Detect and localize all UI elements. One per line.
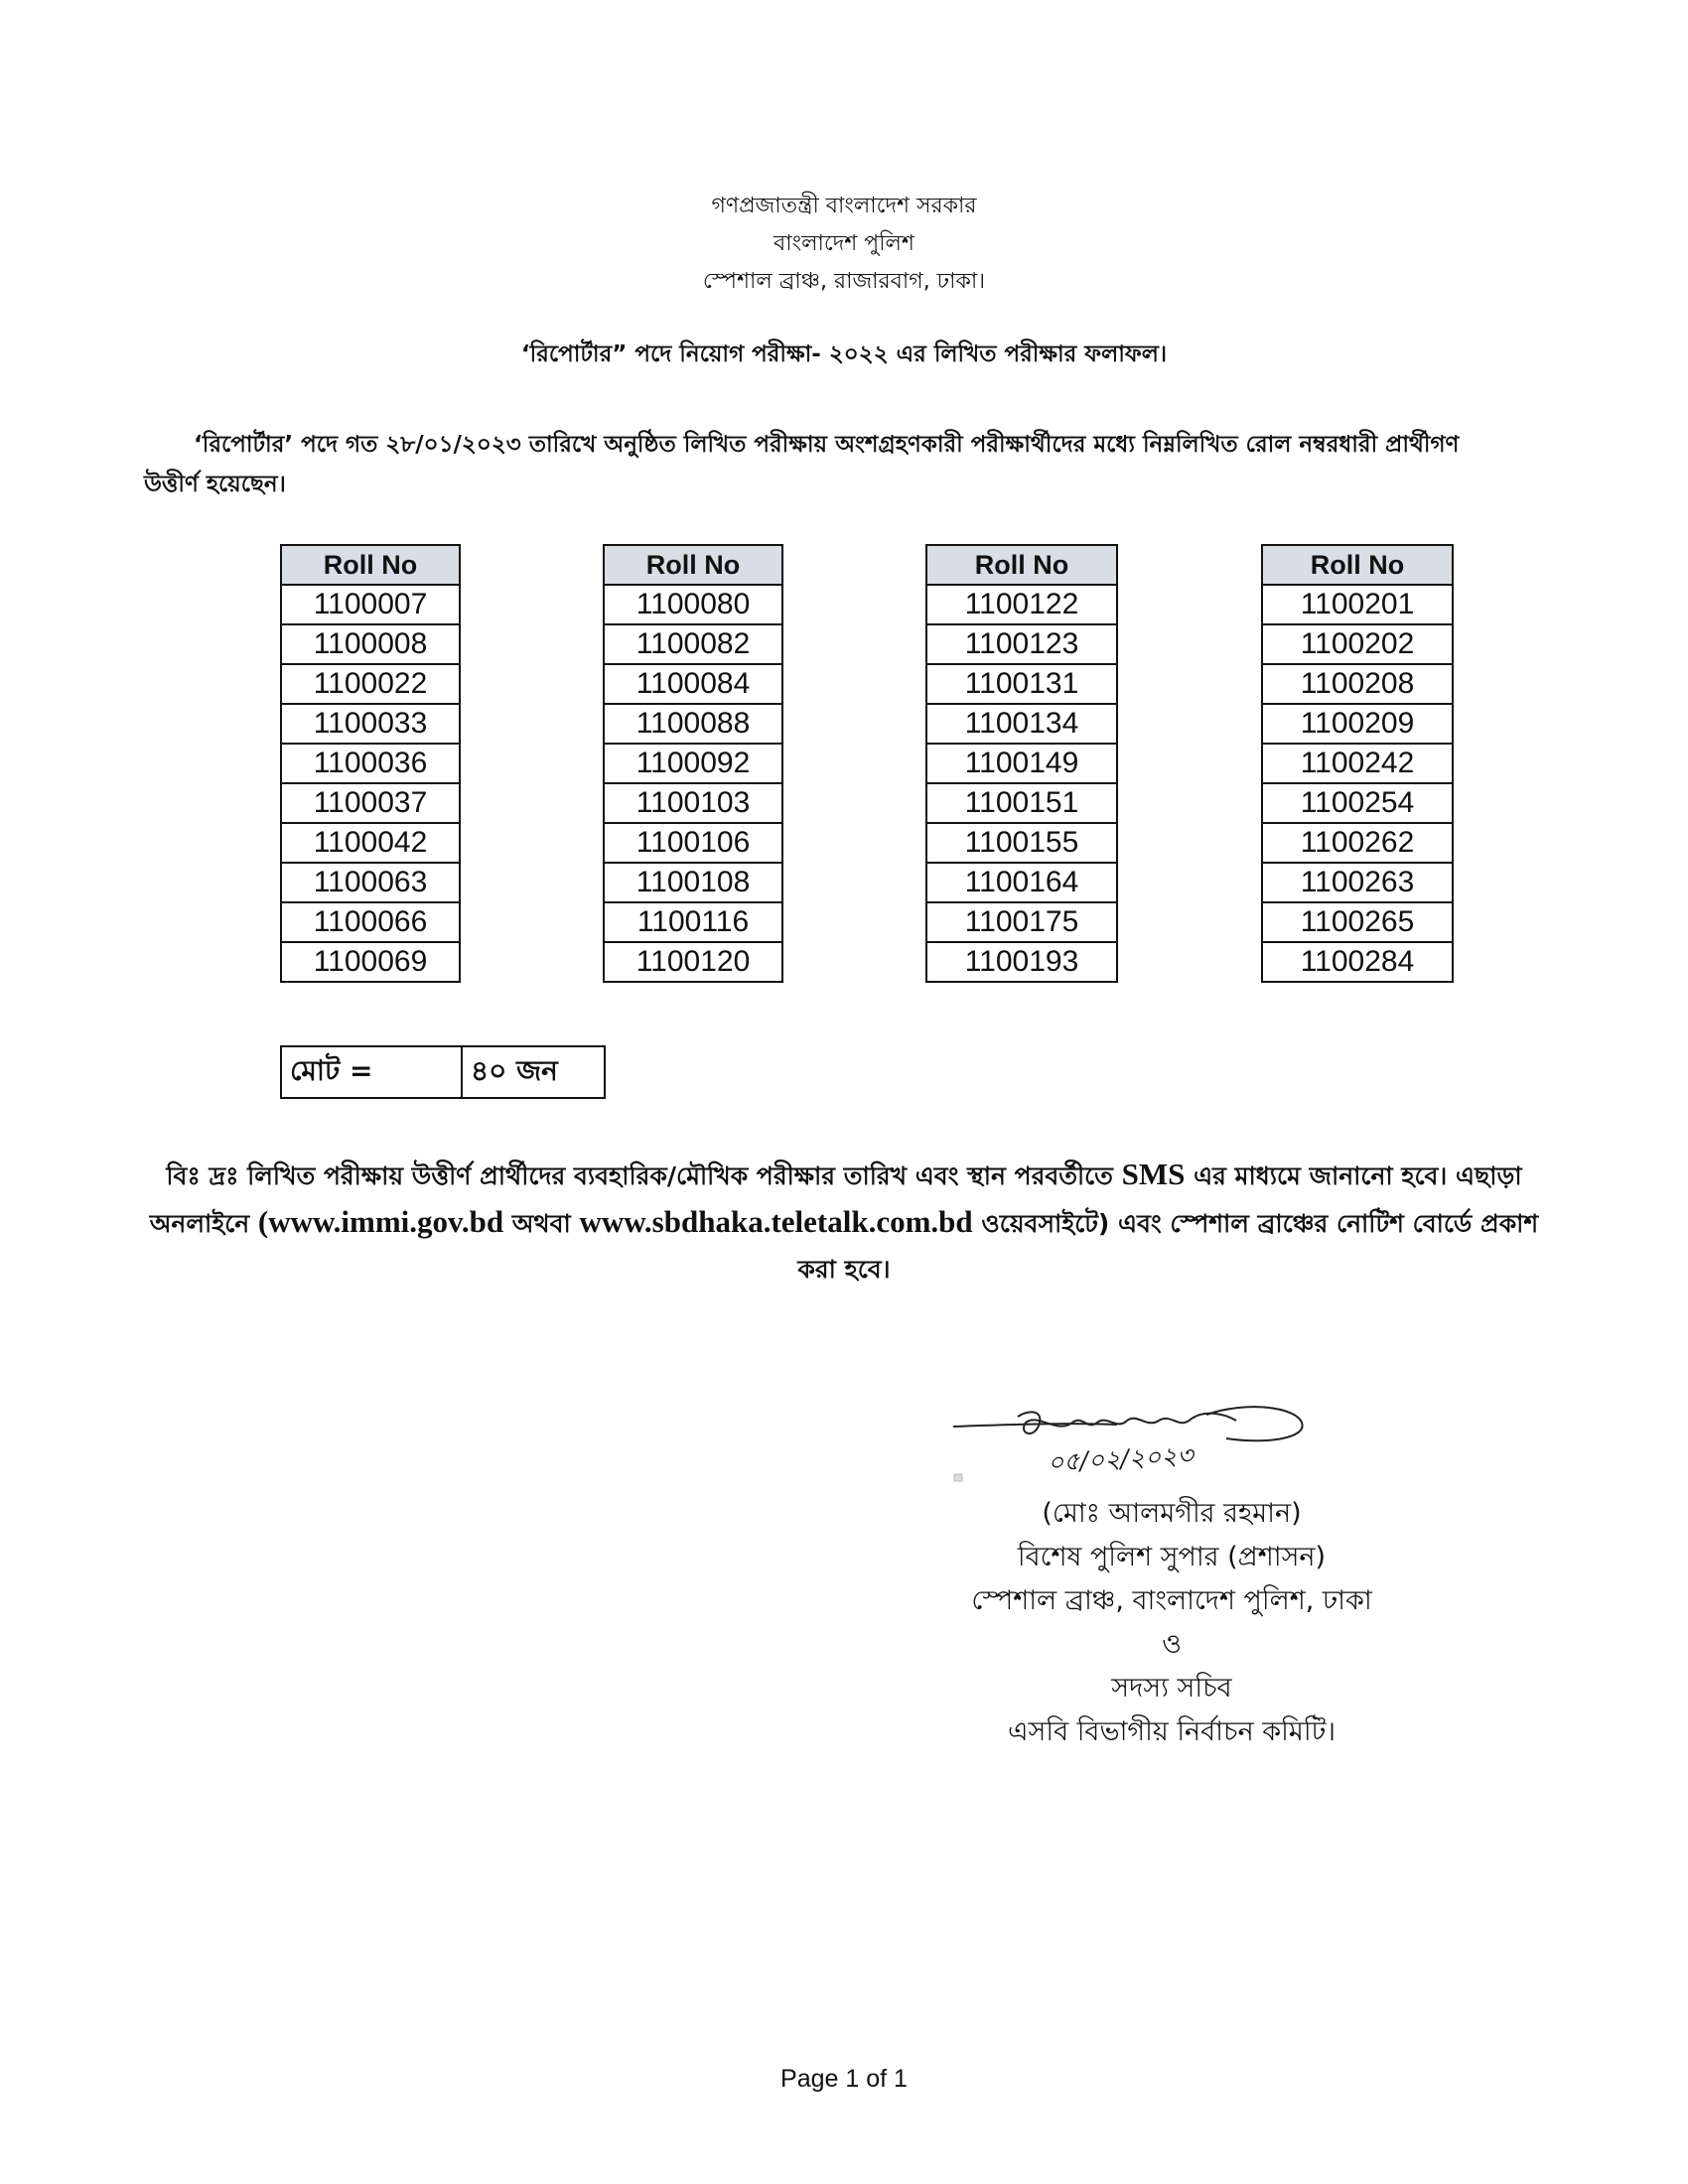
roll-number: 1100033 — [281, 704, 460, 744]
table-row — [281, 942, 460, 982]
roll-number: 1100262 — [1262, 823, 1453, 863]
roll-number: 1100193 — [926, 942, 1117, 982]
roll-number: 1100088 — [604, 704, 782, 744]
table-row — [1262, 863, 1453, 902]
table-row — [281, 585, 460, 624]
table-row — [926, 783, 1117, 823]
note-link-immi: (www.immi.gov.bd — [257, 1204, 504, 1239]
roll-number: 1100106 — [604, 823, 782, 863]
note-sms: SMS — [1121, 1157, 1186, 1191]
signature-date: ০৫/০২/২০২৩ — [1047, 1440, 1195, 1477]
roll-number: 1100155 — [926, 823, 1117, 863]
table-row — [604, 744, 782, 783]
table-row — [281, 704, 460, 744]
table-row — [604, 863, 782, 902]
table-row — [1262, 624, 1453, 664]
roll-number: 1100254 — [1262, 783, 1453, 823]
roll-number: 1100037 — [281, 783, 460, 823]
roll-number: 1100202 — [1262, 624, 1453, 664]
roll-table-3 — [925, 544, 1118, 983]
table-row — [281, 783, 460, 823]
table-row — [1262, 902, 1453, 942]
table-row — [604, 585, 782, 624]
roll-number: 1100263 — [1262, 863, 1453, 902]
table-row — [281, 744, 460, 783]
roll-number: 1100042 — [281, 823, 460, 863]
signatory-committee: এসবি বিভাগীয় নির্বাচন কমিটি। — [1008, 1716, 1336, 1747]
table-row — [926, 902, 1117, 942]
roll-number: 1100008 — [281, 624, 460, 664]
table-row — [926, 704, 1117, 744]
note-text: অথবা — [503, 1209, 580, 1238]
roll-number: 1100131 — [926, 664, 1117, 704]
table-row — [1262, 704, 1453, 744]
table-row — [604, 664, 782, 704]
table-row — [1262, 783, 1453, 823]
roll-number: 1100082 — [604, 624, 782, 664]
roll-number: 1100265 — [1262, 902, 1453, 942]
signatory-name: (মোঃ আলমগীর রহমান) — [1042, 1498, 1302, 1529]
roll-table-1 — [280, 544, 461, 983]
roll-number: 1100092 — [604, 744, 782, 783]
roll-number: 1100123 — [926, 624, 1117, 664]
table-row — [604, 823, 782, 863]
table-row — [281, 664, 460, 704]
table-row — [1262, 664, 1453, 704]
table-row — [281, 863, 460, 902]
table-row — [1262, 823, 1453, 863]
table-row — [926, 585, 1117, 624]
roll-number: 1100036 — [281, 744, 460, 783]
roll-number: 1100066 — [281, 902, 460, 942]
roll-number: 1100164 — [926, 863, 1117, 902]
roll-number: 1100116 — [604, 902, 782, 942]
roll-number: 1100209 — [1262, 704, 1453, 744]
note-paragraph — [149, 1152, 1539, 1293]
table-row — [604, 902, 782, 942]
roll-number: 1100134 — [926, 704, 1117, 744]
table-row — [604, 942, 782, 982]
roll-number: 1100080 — [604, 585, 782, 624]
table-row — [1262, 744, 1453, 783]
table-row — [281, 823, 460, 863]
roll-number: 1100103 — [604, 783, 782, 823]
roll-table-header: Roll No — [926, 545, 1117, 585]
table-row — [281, 902, 460, 942]
page-title: ‘রিপোর্টার” পদে নিয়োগ পরীক্ষা- ২০২২ এর লিখিত পরীক্ষার ফলাফল। — [520, 341, 1168, 367]
roll-number: 1100120 — [604, 942, 782, 982]
roll-table-2 — [603, 544, 783, 983]
roll-table-header: Roll No — [1262, 545, 1453, 585]
table-row — [926, 863, 1117, 902]
roll-number: 1100284 — [1262, 942, 1453, 982]
table-row — [926, 624, 1117, 664]
note-text: এর মাধ্যমে জানানো হবে। এছাড়া অনলাইনে — [149, 1161, 1522, 1238]
signatory-role: সদস্য সচিব — [1111, 1673, 1232, 1704]
roll-number: 1100208 — [1262, 664, 1453, 704]
note-text: ওয়েবসাইটে) এবং স্পেশাল ব্রাঞ্চের নোটিশ বোর্ডে প্রকাশ করা হবে। — [797, 1209, 1539, 1284]
note-text: বিঃ দ্রঃ লিখিত পরীক্ষায় উত্তীর্ণ প্রার্থীদের ব্যবহারিক/মৌখিক পরীক্ষার তারিখ এবং স্থান পরবর্তীতে — [166, 1161, 1122, 1190]
table-row — [604, 783, 782, 823]
table-row — [926, 823, 1117, 863]
roll-number: 1100007 — [281, 585, 460, 624]
roll-table-header: Roll No — [281, 545, 460, 585]
table-row — [281, 624, 460, 664]
roll-number: 1100084 — [604, 664, 782, 704]
page-number: Page 1 of 1 — [780, 2065, 908, 2093]
signatory-office: স্পেশাল ব্রাঞ্চ, বাংলাদেশ পুলিশ, ঢাকা — [971, 1585, 1372, 1616]
table-row — [926, 744, 1117, 783]
roll-number: 1100175 — [926, 902, 1117, 942]
table-row — [604, 704, 782, 744]
header-govt: গণপ্রজাতন্ত্রী বাংলাদেশ সরকার — [711, 194, 977, 218]
roll-number: 1100108 — [604, 863, 782, 902]
roll-number: 1100151 — [926, 783, 1117, 823]
header-police: বাংলাদেশ পুলিশ — [774, 231, 914, 256]
table-row — [1262, 585, 1453, 624]
roll-table-header: Roll No — [604, 545, 782, 585]
table-row — [1262, 942, 1453, 982]
table-row — [926, 942, 1117, 982]
total-table — [280, 1045, 606, 1099]
roll-table-4 — [1261, 544, 1454, 983]
roll-number: 1100242 — [1262, 744, 1453, 783]
table-row — [604, 624, 782, 664]
signatory-designation: বিশেষ পুলিশ সুপার (প্রশাসন) — [1017, 1542, 1327, 1572]
total-label: মোট = — [281, 1046, 462, 1098]
roll-number: 1100063 — [281, 863, 460, 902]
header-office: স্পেশাল ব্রাঞ্চ, রাজারবাগ, ঢাকা। — [702, 269, 986, 294]
note-link-teletalk: www.sbdhaka.teletalk.com.bd — [579, 1204, 973, 1239]
total-value: ৪০ জন — [462, 1046, 605, 1098]
table-row — [926, 664, 1117, 704]
roll-number: 1100201 — [1262, 585, 1453, 624]
roll-number: 1100149 — [926, 744, 1117, 783]
signature-block — [874, 1492, 1470, 1754]
intro-paragraph: ‘রিপোর্টার’ পদে গত ২৮/০১/২০২৩ তারিখে অনুষ্ঠিত লিখিত পরীক্ষায় অংশগ্রহণকারী পরীক্ষার্থীদের মধ্যে নিম্নলিখিত রোল নম্বরধারী প্রার্থীগণ উত্তীর্ণ হয়েছেন। — [144, 432, 1460, 497]
roll-number: 1100122 — [926, 585, 1117, 624]
roll-number: 1100069 — [281, 942, 460, 982]
roll-number: 1100022 — [281, 664, 460, 704]
signatory-conjunction: ও — [1162, 1629, 1182, 1660]
